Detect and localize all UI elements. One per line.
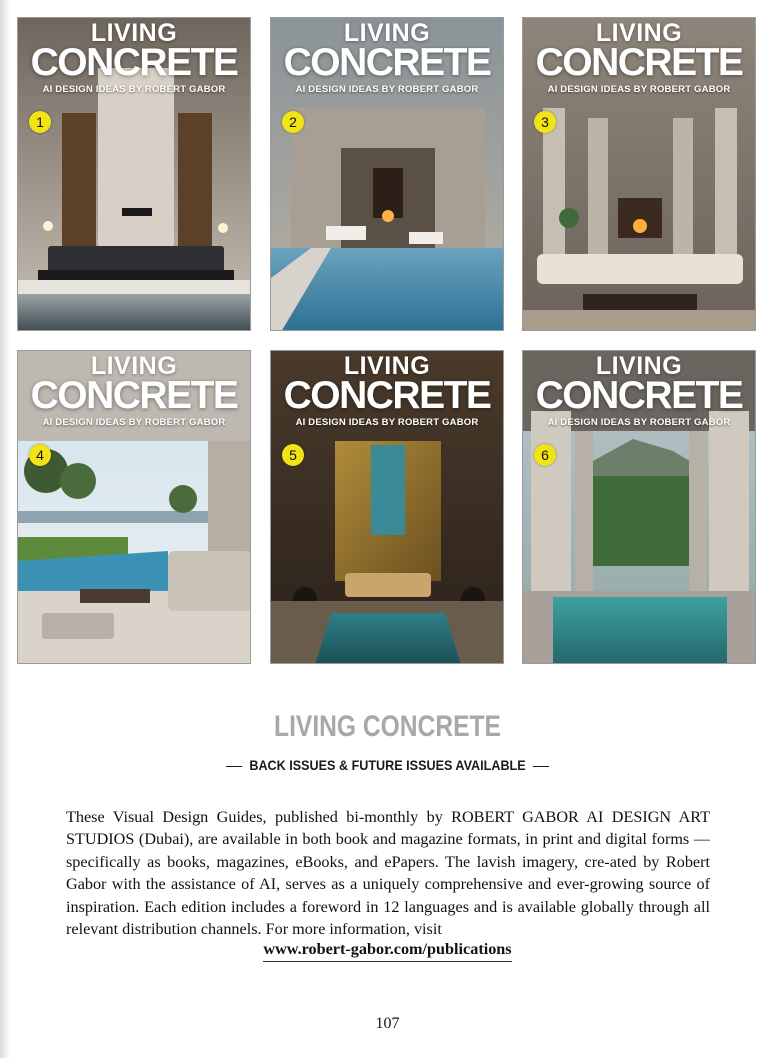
- cover-number-badge: 2: [282, 111, 304, 133]
- cover-4[interactable]: [17, 350, 251, 664]
- cover-3[interactable]: [522, 17, 756, 331]
- cover-subtitle: AI DESIGN IDEAS BY ROBERT GABOR: [295, 417, 479, 428]
- cover-title-living: LIVING: [595, 19, 683, 47]
- page-edge-shadow: [0, 0, 10, 1058]
- dash-right: [533, 766, 549, 768]
- cover-2[interactable]: [270, 17, 504, 331]
- cover-subtitle: AI DESIGN IDEAS BY ROBERT GABOR: [42, 417, 226, 428]
- cover-number-badge: 1: [29, 111, 51, 133]
- cover-subtitle: AI DESIGN IDEAS BY ROBERT GABOR: [547, 84, 731, 95]
- cover-number-badge: 3: [534, 111, 556, 133]
- cover-subtitle: AI DESIGN IDEAS BY ROBERT GABOR: [547, 417, 731, 428]
- cover-title-living: LIVING: [343, 19, 431, 47]
- cover-title-concrete: CONCRETE: [30, 374, 238, 417]
- cover-number-badge: 4: [29, 444, 51, 466]
- cover-title-concrete: CONCRETE: [283, 41, 491, 84]
- section-title: LIVING CONCRETE: [274, 710, 501, 743]
- cover-title-living: LIVING: [90, 352, 178, 380]
- cover-subtitle: AI DESIGN IDEAS BY ROBERT GABOR: [42, 84, 226, 95]
- cover-title-living: LIVING: [90, 19, 178, 47]
- cover-number-badge: 6: [534, 444, 556, 466]
- cover-title-concrete: CONCRETE: [535, 41, 743, 84]
- publications-link-line: [0, 940, 775, 959]
- cover-5[interactable]: [270, 350, 504, 664]
- dash-left: [226, 766, 242, 768]
- cover-title-concrete: CONCRETE: [283, 374, 491, 417]
- cover-1[interactable]: [17, 17, 251, 331]
- cover-subtitle: AI DESIGN IDEAS BY ROBERT GABOR: [295, 84, 479, 95]
- cover-title-living: LIVING: [595, 352, 683, 380]
- page-number: 107: [375, 1015, 400, 1032]
- body-paragraph: These Visual Design Guides, published bi-monthly by ROBERT GABOR AI DESIGN ART STUDIOS (Dubai), are available in both book and magazine formats, in print and digital forms — specifically as books, magazines, eBooks, and ePapers. The lavish imagery, cre-ated by Robert Gabor with the assistance of AI, serves as a uniquely comprehensive and ever-growing source of inspiration. Each edition includes a foreword in 12 languages and is available globally through all relevant distribution channels. For more information, visit: [66, 808, 710, 939]
- section-subtitle: [39, 757, 737, 773]
- cover-title-concrete: CONCRETE: [535, 374, 743, 417]
- cover-6[interactable]: [522, 350, 756, 664]
- cover-number-badge: 5: [282, 444, 304, 466]
- publications-link[interactable]: www.robert-gabor.com/publications: [263, 940, 511, 962]
- section-subtitle-text: BACK ISSUES & FUTURE ISSUES AVAILABLE: [249, 757, 526, 773]
- cover-title-concrete: CONCRETE: [30, 41, 238, 84]
- cover-title-living: LIVING: [343, 352, 431, 380]
